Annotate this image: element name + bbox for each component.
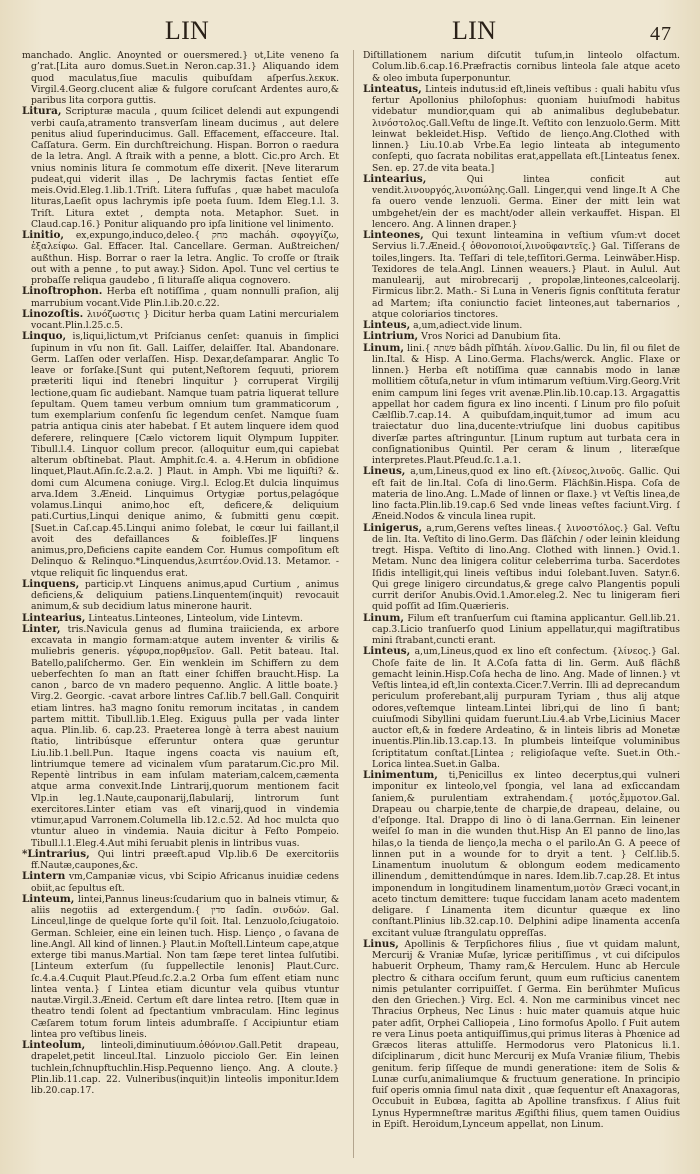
dictionary-entry: [363, 770, 680, 939]
entry-headword: Litura,: [22, 105, 62, 118]
entry-headword: Lintern: [22, 870, 66, 883]
entry-headword: Linquens,: [22, 577, 80, 590]
entry-text: lini.{ פשתה bâdh pîſhtáh. λίνον.Gallic. Du lin, fil ou filet de lin.Ital. & Hisp. A Lino.Germa. Flachs/werck. Anglic. Flaxe or linnen.} Herba eſt notiſſima quæ cannabis modo in lanæ mollitiem cõtuſa,netur in vſum intimarum veſtium.Virg.Georg.Vrit enim campum lini ſeges vrit avenæ.Plin.lib.10.cap.13. Argagattis appellat hor cadem figura ex lino incenti. ſ Linum pro filo poſuit Cælſlib.7.cap.14. A quibuſdam,inquit,tumor ad imum acu traiectatur duo lina,ducente:vtriuſque lini duobus capitibus diverſæ partes aſtringuntur. [Linum ruptum aut turbata cera in conſignationibus Quintil. Per ceram & linum , literæſque interpretes.Plaut.Pſeud.ſc.1.a.1.: [371, 342, 680, 466]
entry-text: Vros Norici ad Danubium ſita.: [421, 331, 561, 343]
entry-text: Diſtillationem narium diſcutit tuſum,in linteolo olfactum. Colum.lib.6.cap.16.Præfractis cornibus linteola ſale atque aceto & oleo imbuta ſuperponuntur.: [362, 50, 680, 84]
entry-headword: Linoſtrophon.: [22, 285, 103, 298]
dictionary-entry: [22, 894, 339, 1040]
dictionary-entry: [22, 50, 339, 106]
entry-headword: Linter,: [22, 622, 61, 635]
entry-text: Qui lintri præeſt.apud Vlp.lib.6 De exercitoriis ff.Nautæ,caupones,&c.: [31, 848, 340, 871]
dictionary-entry: [22, 230, 339, 286]
entry-headword: Linteolum,: [22, 1039, 86, 1051]
dictionary-entry: [22, 106, 339, 230]
entry-headword: *Lintrarius,: [22, 847, 90, 860]
entry-headword: Lintearius,: [362, 172, 427, 185]
entry-text: lintei,Pannus lineus:ſcudarium quo in balneis vtimur, & aliis negotiis ad extergendum.{ סדין ſadîn. σινδών. Gal. Linceul,linge de quelque ſorte qu'il ſoit. Ital. Lenzuolo,ſciugatoio. German. Schleier, eine ein leinen tuch. Hisp. Lienço , o ſavana de line.Angl. All kind of linnen.} Plaut.in Moſtell.Linteum cape,atque exterge tibi manus.Martial. Non tam ſæpe teret lintea ſulſutibi.[Linteum exterſum (ſu ſuppellectile lenonis] Plaut.Curc. ſc.4.a.4.Cuquit Plaut.Pſeud.ſc.2.a.2 Orba ſum eſſent etiam nunc lintea venta.} ſ Lintea etiam dicuntur vela quibus vtuntur nautæ.Virgil.3.Æneid. Certum eſt dare lintea retro. [Item quæ in theatro tendi ſolent ad ſpectantium vmbraculam. Hinc leginus Cæſarem totum forum linteis adumbraſſe. ſ Accipiuntur etiam lintea pro veſtibus lineis.: [31, 893, 340, 1040]
dictionary-entry: [22, 871, 339, 894]
entry-headword: Linteones,: [362, 229, 424, 241]
entry-text: Filum eſt tranſuerſum cui ſtamina applicantur. Gell.lib.21. cap.3.Licio tranſuerſo quod Linium appellatur,qui magiſtratibus mini ſtrabant,cuncti erant.: [371, 612, 680, 646]
entry-text: λινόζωστις } Dicitur herba quam Latini mercurialem vocant.Plin.l.25.c.5.: [31, 308, 340, 331]
dictionary-entry: [22, 624, 339, 849]
entry-text: is,liqui,lictum,vt Priſcianus cenſet: quanuis in ſimplici ſupinum in vſu non ſit. Gall. Laiſſer, delaiſſer. Ital. Abandonare. Germ. Laſſen oder verlaſſen. Hisp. Dexar,deſamparar. Anglic To leave or forſake.[Sunt qui putent,Neſtorem ſequuti, priorem præteriti liqui ind ſtenebri linquitur } corruperat Virgilij lectione,quam ſic audiebant. Namque tuam patria liquerat tellure ſepultam. Quem tameu verbum omnium tum grammaticorum , tum exemplarium conſenſu ſic legendum cenſet. Namque ſuam patria antiqua cinis ater habebat. ſ Et autem linquere idem quod deferere, relinquere [Cælo victorem liquit Olympum Iuppiter. Tibull.l.4. Linquor collum precor. (alloquitur eum,qui capiebat alterum obſtinebat. Plaut. Amphit.ſc.4. a. 4.Herum in obſidione linquet,Plaut.Aſin.ſc.2.a.2. ] Plaut. in Amph. Vbi me liquiſti? &. domi cum Alcumena coniuge. Virg.l. Eclog.Et dulcia linquimus arva.Idem 3.Æneid. Linquimus Ortygiæ portus,pelagóque volamus.Linqui animo,hoc eſt, deficere,& deliquium pati.Curtius,Linqui denique animo, & ſubmitti genu cœpit.[Suet.in Caſ.cap.45.Linqui animo ſolebat, le cœur lui faillant,il avoit des defaillances & foibleſſes.]F linquens animus,pro,Deficiens capite eandem Cor. Humus compoſitum eſt Delinquo & Relinquo.*Linquendus,λειπτέον.Ovid.13. Metamor. -vtque reliquit ſic linquendus erat.: [31, 331, 339, 579]
dictionary-entry: [363, 523, 680, 613]
entry-text: Apollinis & Terpſichores filius , ſiue vt quidam malunt, Mercurij & Vraniæ Muſæ, lyricæ peritiſſimus , vt cui diſcipulos habuerit Orpheum, Thamy ram,& Herculem. Hunc ab Hercule plectro & cithara occiſum ferunt, quum eum ruſticius canentem nimis petulanter corripuiſſet. ſ Germa. Ein berühmter Muſicus den den Griechen.} Virg. Ecl. 4. Non me carminibus vincet nec Thracius Orpheus, Nec Linus : huic mater quamuis atque huic pater adſit, Orphei Calliopeia , Lino formoſus Apollo. ſ Fuit autem re vera Linus poeta antiquiſſimus,qui primus literas à Phœnice ad Græcos literas attuliſſe. Hermodorus vero Platonicus li.1. diſciplinarum , dicit hunc Mercurij ex Muſa Vraniæ filium, Thebis genitum. ferip ſiſſeque de mundi generatione: item de Solis & Lunæ curſu,animaliumque & fructuum generatione. In principio fuiſ operis omnia ſimul nata dixit , quæ ſequentur eſt Anaxagoras, Occubuit in Eubœa, ſagitta ab Apolline transfixus. ſ Alius fuit Lynus Hypermneſtræ maritus Ægiſthi filius, quem tamen Ouidius in Epiſt. Heroidum,Lynceum appellat, non Linum.: [371, 938, 680, 1130]
entry-headword: Linquo,: [22, 330, 67, 343]
entry-headword: Linozoſtis.: [22, 307, 84, 320]
entry-text: a,um,Lineus,quod ex lino eſt confectum. {λίνεος.} Gal. Choſe faite de lin. It A.Coſa fatta di lin. Germ. Auß flächß gemacht leinin.Hisp.Coſa hecha de lino. Ang. Made of linnen.} vt Veſtis lintea,id eſt,lin contexta.Cicer.7.Verrin. Illi ad deprecandum periculum proferebant,alij purpuram Tyriam , thus alij atque odores,veſtemque linteam.Lintei libri,qui de lino ſi bant; cuiuſmodi Sibyllini quidam fuerunt.Liu.4.ab Vrbe,Licinius Macer auctor eſt,& in fœdere Ardeatino, & in linteis libris ad Monetæ inuentis.Plin.lib.13.cap.13. In plumbeis linteiſque voluminibus ſcriptitatum conſtat.[Lintea ; religioſaque veſte. Suet.in Oth.-Lorica lintea.Suet.in Galba.: [371, 646, 680, 770]
entry-text: a,rum,Gerens veſtes lineas.{ λινοστόλος.} Gal. Veſtu de lin. Ita. Veſtito di lino.Germ. Das ſläſchin / oder leinin kleidung tregt. Hispa. Veſtito di lino.Ang. Clothed with linnen.} Ovid.1. Metam. Nunc dea linigera colitur celeberrima turba. Sacerdotes Iſidis intelligit,qui lineis veſtibus indui ſolebant.Iuven. Satyr.6. Qui grege linigero circundatus,& grege calvo Plangentis populi currit deriſor Anubis.Ovid.1.Amor.eleg.2. Nec tu linigeram fieri quid poſſit ad Iſim.Quærieris.: [371, 522, 680, 613]
running-head-right-group: [352, 16, 680, 46]
entry-headword: Linigerus,: [362, 521, 423, 534]
dictionary-entry: [363, 343, 680, 467]
entry-text: Qui texunt linteamina in veſtium vſum:vt docet Servius li.7.Æneid.{ ὀθονοποιοί,λινοϋφαντεῖς.} Gal. Tiſſerans de toiles,lingers. Ita. Teſſari di tele,teſſitori.Germa. Leinwäber.Hisp. Texidores de tela.Angl. Linnen weauers.} Plaut. in Aulul. Aut manulearij, aut mirobrecarij , propolæ,linteones,calceolarij. Firmicus libr.2. Math.- Si Luna in Veneris ſignis conſtituta feratur ad Martem; iſta coniunctio faciet linteones,aut tabernarios , atque coloriarios tinctores.: [371, 230, 680, 320]
entry-text: Qui lintea conficit aut vendit.λινουργός,λινοπώλης.Gall. Linger,qui vend linge.It A Che fa ouero vende lenzuoli. Germa. Einer der mitt lein wat umbgehet/ein der es macht/oder allein verkauffet. Hispan. El lencero. Ang. A linnen draper.}: [371, 173, 680, 230]
dictionary-entry: [22, 309, 339, 332]
entry-headword: Linum,: [362, 611, 404, 624]
entry-headword: Linteatus,: [362, 82, 422, 95]
dictionary-entry: [363, 939, 680, 1130]
page-number: 47: [650, 23, 672, 45]
running-head: [22, 14, 680, 46]
dictionary-entry: [363, 50, 680, 84]
entry-headword: Linteus,: [362, 319, 411, 331]
entry-headword: Linteus,: [362, 645, 411, 658]
entry-text: tris.Navicula genus ad flumina traiicienda, ex arbore excavata in mangio formam:atque autem inventer & virilis & muliebris generis. γέφυρα,πορθμεῖον. Gall. Petit bateau. Ital. Batello,paliſchermo. Ger. Ein wenklein im Schiffern zu dem ueberfechten ſo man an ſtatt einer ſchiffen braucht.Hisp. La canon , barco de vn madero pequenno. Anglic. A little boate.} Virg.2. Georgic. -cavat arbore lintres Caſ.lib.7 bell.Gall. Conquirit etiam lintres. ha3 magno ſonitu remorum incitatas , in candem partem mittit. Tibull.lib.1.Eleg. Exiguus pulla per vada linter aqua. Plin.lib. 6. cap.23. Praeterea longè à terra abest nauium ſtatio, lintribúsque eſferuntur ontera quæ geruntur Liu.lib.1.bell.Pun. Itaque ingens coacta vis nauium eſt, lintriumque temere ad vicinalem vſum paratarum.Cic.pro Mil. Repentè lintribus in eam inſulam materiam,calcem,cæmenta atque arma convexit.Inde Lintrarij,quorum mentionem facit Vlp.in leg.1.Naute,cauponarij,ſlabularij, lintrorum ſunt exercitores.Linter etiam vas eſt vinarij,quod in vindemia vtimur,apud Varronem.Columella lib.12.c.52. Ad hoc mulcta quo vtuntur alueo in vindemia. Nauia dicitur à Feſto Pompeio. Tibull.l.1.Eleg.4.Aut mihi ſeruabit plenis in lintribus vuas.: [31, 623, 340, 849]
entry-text: ex,expungo,induco,deleo.{ מחק macháh. σφογγίζω, ἐξαλείφω. Gal. Effacer. Ital. Cancellare. German. Außtreichen/ außthun. Hisp. Borrar o raer la letra. Anglic. To croſſe or ſtraik out with a penne , to put away.} Sidon. Apol. Tunc vel certius te probaſſe reliqua gaudebo , ſi lituraſſe aliqua cognovero.: [31, 230, 340, 286]
right-column: [361, 50, 680, 1158]
dictionary-entry: [363, 466, 680, 522]
entry-text: vm,Campaniæ vicus, vbi Scipio Africanus inuidiæ cedens obiit,ac ſepultus eſt.: [31, 871, 340, 894]
entry-text: a,um,adiect.vide linum.: [413, 320, 523, 331]
entry-text: linteoli,diminutiuum.ὀθόνιον.Gall.Petit drapeau, drapelet,petit linceul.Ital. Linzuolo picciolo Ger. Ein leinen tuchlein,ſchnupftuchlin.Hisp.Pequenno lienço. Ang. A cloute.} Plin.lib.11.cap. 22. Vulneribus(inquit)in linteolis imponitur.Idem lib.20.cap.17.: [31, 1040, 340, 1096]
entry-headword: Linus,: [362, 937, 399, 950]
dictionary-entry: [363, 230, 680, 320]
entry-headword: Linum,: [362, 341, 404, 354]
running-head-right: LIN: [452, 16, 497, 45]
dictionary-entry: [22, 331, 339, 579]
text-columns: [22, 50, 680, 1158]
dictionary-entry: [363, 646, 680, 770]
entry-text: Scripturæ macula , quum ſcilicet delendi aut expungendi verbi cauſa,atramento transverſam lineam ducimus , aut delere penitus aliud ſuperinducimus. Gall. Effacement, eſfacceure. Ital. Caſſatura. Germ. Ein durchſtreichung. Hispan. Borron o raedura de la letra. Angl. A ſtraik with a penne, a blott. Cic.pro Arch. Et vnius nominis litura ſe commotum eſſe dixerit. [Neve literarum pudeat,qui viderit illas , De lachrymis factas ſentiet eſſe meis.Ovid.Eleg.1.lib.1.Triſt. Litera ſuffuſas , quæ habet maculoſa lituras,Laeſit opus lachrymis ipſe poeta ſuum. Idem Eleg.1.l. 3. Triſt. Litura extet , dempta nota. Metaphor. Suet. in Claud.cap.16.} Ponitur aliquando pro ipſa linitione vel linimento.: [31, 106, 339, 230]
dictionary-entry: [22, 1040, 339, 1096]
entry-text: particip.vt Linquens animus,apud Curtium , animus deficiens,& deliquium patiens.Linquentem(inquit) revocauit animum,& sub decidium latus minerone haurit.: [31, 578, 339, 613]
dictionary-entry: [363, 174, 680, 230]
entry-text: Linteatus.Linteones, Linteolum, vide Lintevm.: [88, 612, 303, 624]
dictionary-entry: [363, 613, 680, 647]
dictionary-entry: [363, 331, 680, 342]
entry-headword: Lintearius,: [22, 611, 86, 624]
entry-headword: Lineus,: [362, 465, 406, 478]
entry-headword: Linimentum,: [362, 769, 438, 781]
dictionary-entry: [22, 579, 339, 613]
entry-text: a,um,Lineus,quod ex lino eſt.{λίνεος,λινοῦς. Gallic. Qui eſt fait de lin.Ital. Coſa di lino.Germ. Flächßin.Hispa. Coſa de materia de lino.Ang. L.Made of linnen or ſlaxe.} vt Veſtis linea,de lino facta.Plin.lib.19.cap.6 Sed vnde lineas veſtes faciunt.Virg. ſ Æneid.Nodos & vincula linea rupit.: [371, 466, 680, 523]
entry-headword: Linitio,: [22, 229, 65, 241]
dictionary-entry: [22, 286, 339, 309]
entry-headword: Linteum,: [22, 892, 75, 905]
running-head-left: LIN: [164, 16, 210, 45]
entry-text: Linteis indutus:id eſt,lineis veſtibus : quali habitu vſus fertur Apollonius philoſophus: quoniam huiuſmodi habitus videbatur mundior,quam qui ab animalibus deglubebatur. λινόστολος.Gall.Veſtu de linge.It. Veſtito con lenzuolo.Germ. Mitt leinwat bekleidet.Hisp. Veſtido de lienço.Ang.Clothed with linnen.} Liu.10.ab Vrbe.Ea legio linteata ab integumento conſepti, quo ſacrata nobilitas erat,appellata eſt.[Linteatus ſenex. Sen. ep. 27.de vita beata.]: [371, 83, 680, 174]
column-divider: [353, 50, 354, 1158]
dictionary-entry: [22, 613, 339, 624]
entry-text: Herba eſt notiſſima , quam nonnulli praſion, alij marrubium vocant.Vide Plin.l.ib.20.c.22.: [31, 286, 340, 309]
entry-text: ti,Penicillus ex linteo decerptus,qui vulneri imponitur ex linteolo,vel ſpongia, vel lana ad exſiccandam ſaniem,& purulentiam extrahendam.{ μοτός,ἔμμοτον.Gal. Drapeau ou charpie,tente de charpie,de drapeau, delaine, ou d'eſponge. Ital. Drappo di lino ò di lana.Gerrnan. Ein leinener weiſel ſo man in die wunden thut.Hisp An El panno de lino,las hilas,o la tienda de lienço,la mecha o el parilo.An G. A peece of linnen put in a wounde for to dryit a tent. } Celſ.lib.5. Linamentum inuolutum & oblongum eodem medicamento illinendum , demittendúmque in nares. Idem.lib.7.cap.28. Et intus imponendum in longitudinem linamentum,μοτὸν Græci vocant,in aceto tinctum demittere: tuque fuccidam lanam aceto madentem deligare. ſ Linamenta item dicuntur quæque ex lino conſtant.Plinius lib.32.cap.10. Delphini adipe linamenta accenſa excitant vuluæ ſtrangulatu oppreſſas.: [371, 770, 680, 939]
left-column: [22, 50, 346, 1158]
dictionary-entry: [363, 84, 680, 174]
entry-headword: Lintrium,: [362, 330, 419, 343]
dictionary-entry: [22, 849, 339, 872]
entry-text: manchado. Anglic. Anoynted or ouersmered.} ʋt,Lite veneno ſa g’rat.[Lita auro domus.Suet.in Neron.cap.31.} Aliquando idem quod maculatus,ſiue maculis quibuſdam aſperſus.λεκυκ. Virgil.4.Georg.clucent aliæ & fulgore coruſcant Ardentes auro,& paribus lita corpora guttis.: [22, 50, 339, 106]
